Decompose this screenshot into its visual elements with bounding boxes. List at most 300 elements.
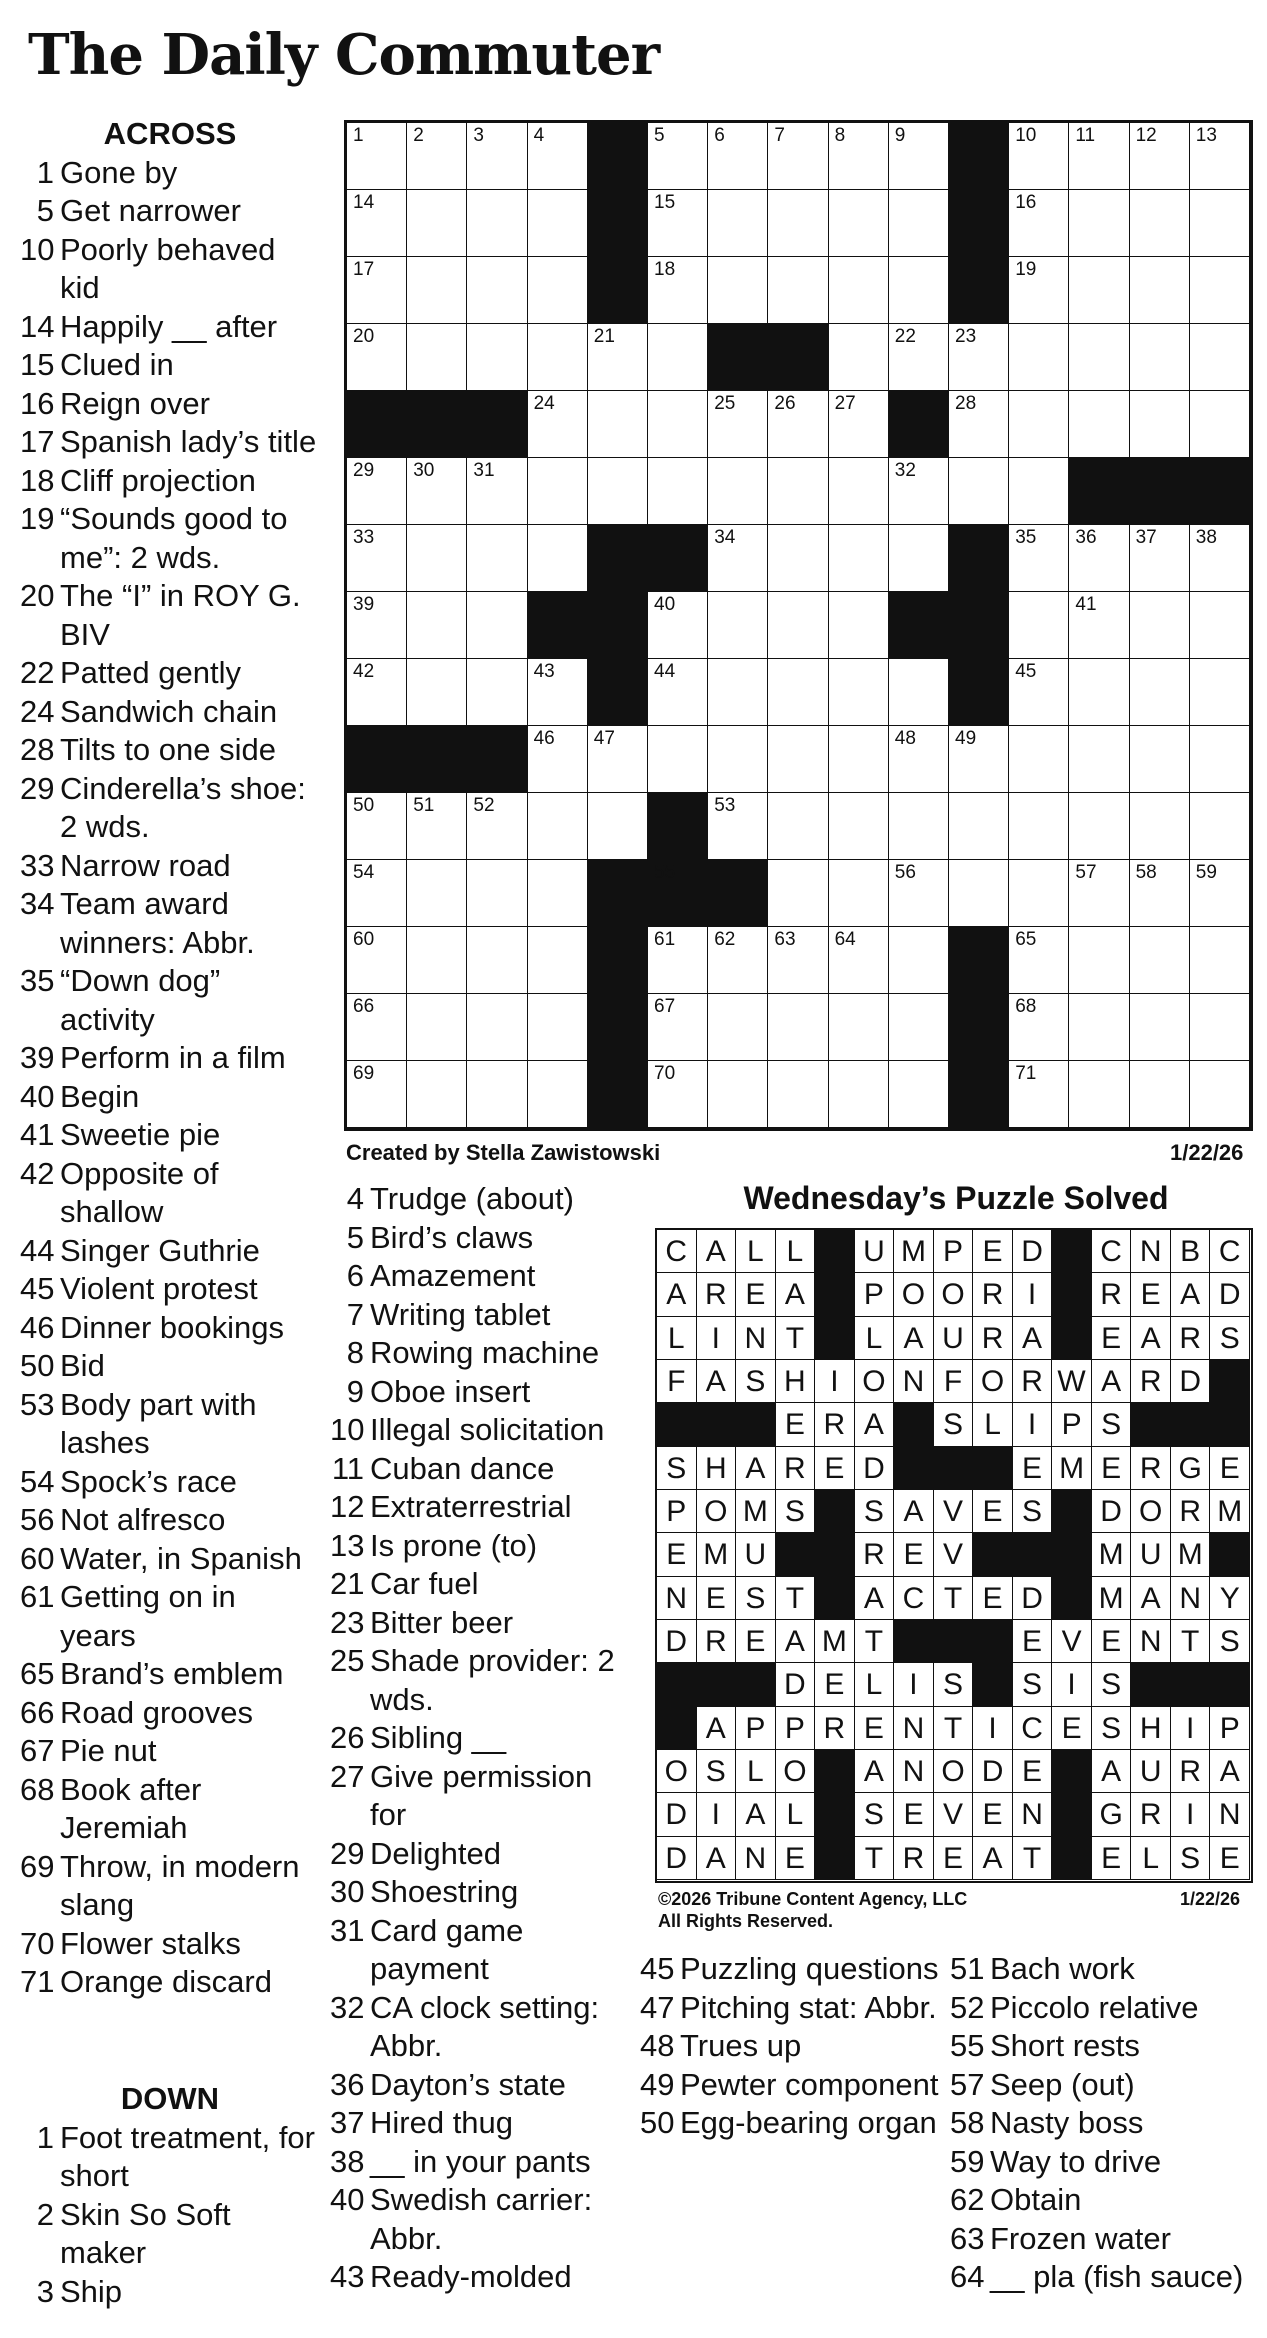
clue-item[interactable]: [330, 1411, 620, 1450]
grid-cell[interactable]: [1190, 123, 1250, 190]
clue-item[interactable]: [20, 1540, 320, 1579]
clue-item[interactable]: [950, 2066, 1255, 2105]
grid-cell[interactable]: [467, 525, 527, 592]
grid-cell[interactable]: [1069, 525, 1129, 592]
clue-item[interactable]: [640, 2104, 940, 2143]
clue-item[interactable]: [640, 1950, 940, 1989]
grid-cell[interactable]: [768, 1061, 828, 1128]
grid-cell[interactable]: [889, 190, 949, 257]
clue-item[interactable]: [950, 2027, 1255, 2066]
grid-cell[interactable]: [1009, 190, 1069, 257]
grid-cell[interactable]: [708, 726, 768, 793]
clue-item[interactable]: [330, 1989, 620, 2066]
grid-cell[interactable]: [528, 123, 588, 190]
grid-cell[interactable]: [1069, 793, 1129, 860]
clue-number: 50: [640, 2105, 675, 2140]
grid-cell[interactable]: [889, 927, 949, 994]
grid-cell[interactable]: [708, 391, 768, 458]
clue-item[interactable]: [640, 1989, 940, 2028]
clue-item[interactable]: [20, 308, 320, 347]
cell-number: 37: [1135, 527, 1157, 548]
grid-cell[interactable]: [407, 994, 467, 1061]
clue-item[interactable]: [330, 2066, 620, 2105]
grid-cell[interactable]: [768, 592, 828, 659]
clue-text: Frozen water: [990, 2220, 1171, 2256]
grid-cell[interactable]: [1130, 994, 1190, 1061]
clue-item[interactable]: [330, 1180, 620, 1219]
clue-item[interactable]: [330, 1527, 620, 1566]
grid-cell[interactable]: [829, 659, 889, 726]
clue-item[interactable]: [330, 1758, 620, 1835]
clue-item[interactable]: [20, 654, 320, 693]
grid-cell[interactable]: [467, 257, 527, 324]
black-square: [648, 793, 708, 860]
clue-item[interactable]: [330, 1835, 620, 1874]
clue-item[interactable]: [20, 1848, 320, 1925]
clue-item[interactable]: [950, 2220, 1255, 2259]
grid-cell[interactable]: [889, 860, 949, 927]
clue-item[interactable]: [330, 1257, 620, 1296]
grid-cell[interactable]: [829, 860, 889, 927]
grid-cell[interactable]: [1069, 659, 1129, 726]
grid-cell[interactable]: [467, 190, 527, 257]
grid-cell[interactable]: [528, 927, 588, 994]
clue-item[interactable]: [20, 1116, 320, 1155]
clue-item[interactable]: [20, 2273, 320, 2312]
clue-text: Poorly behaved kid: [60, 231, 276, 305]
clue-item[interactable]: [20, 1925, 320, 1964]
clue-item[interactable]: [330, 1450, 620, 1489]
grid-cell[interactable]: [1130, 726, 1190, 793]
grid-cell[interactable]: [588, 324, 648, 391]
grid-cell[interactable]: [347, 324, 407, 391]
grid-cell[interactable]: [347, 793, 407, 860]
grid-cell[interactable]: [949, 793, 1009, 860]
grid-cell[interactable]: [347, 525, 407, 592]
clue-item[interactable]: [20, 1463, 320, 1502]
grid-cell[interactable]: [467, 123, 527, 190]
grid-cell[interactable]: [708, 257, 768, 324]
grid-cell[interactable]: [1069, 927, 1129, 994]
grid-cell[interactable]: [768, 391, 828, 458]
down-heading: DOWN: [120, 2081, 220, 2116]
grid-cell[interactable]: [829, 1061, 889, 1128]
clue-item[interactable]: [20, 885, 320, 962]
clue-item[interactable]: [330, 2104, 620, 2143]
clue-item[interactable]: [20, 847, 320, 886]
cell-number: 65: [1015, 929, 1037, 950]
clue-item[interactable]: [20, 1309, 320, 1348]
clue-item[interactable]: [20, 346, 320, 385]
grid-cell[interactable]: [407, 123, 467, 190]
clue-item[interactable]: [20, 1078, 320, 1117]
solution-letter: M: [894, 1230, 934, 1273]
grid-cell[interactable]: [1130, 592, 1190, 659]
grid-cell[interactable]: [829, 458, 889, 525]
grid-cell[interactable]: [829, 726, 889, 793]
grid-cell[interactable]: [648, 927, 708, 994]
grid-cell[interactable]: [1069, 726, 1129, 793]
grid-cell[interactable]: [768, 659, 828, 726]
solution-letter: H: [697, 1447, 737, 1490]
grid-cell[interactable]: [648, 123, 708, 190]
grid-cell[interactable]: [648, 994, 708, 1061]
grid-cell[interactable]: [528, 1061, 588, 1128]
grid-cell[interactable]: [467, 927, 527, 994]
grid-cell[interactable]: [708, 190, 768, 257]
grid-cell[interactable]: [1009, 1061, 1069, 1128]
grid-cell[interactable]: [528, 391, 588, 458]
grid-cell[interactable]: [1190, 257, 1250, 324]
grid-cell[interactable]: [407, 1061, 467, 1128]
clue-item[interactable]: [20, 1270, 320, 1309]
grid-cell[interactable]: [1069, 860, 1129, 927]
grid-cell[interactable]: [829, 257, 889, 324]
grid-cell[interactable]: [1130, 257, 1190, 324]
grid-cell[interactable]: [949, 458, 1009, 525]
grid-cell[interactable]: [768, 123, 828, 190]
clue-item[interactable]: [330, 1488, 620, 1527]
clue-item[interactable]: [950, 1989, 1255, 2028]
grid-cell[interactable]: [407, 324, 467, 391]
grid-cell[interactable]: [347, 927, 407, 994]
grid-cell[interactable]: [1009, 860, 1069, 927]
cell-number: 17: [353, 259, 375, 280]
grid-cell[interactable]: [708, 793, 768, 860]
clue-item[interactable]: [20, 731, 320, 770]
clue-number: 9: [346, 1373, 364, 1409]
clue-item[interactable]: [20, 154, 320, 193]
grid-cell[interactable]: [528, 257, 588, 324]
grid-cell[interactable]: [407, 659, 467, 726]
grid-cell[interactable]: [1069, 592, 1129, 659]
grid-cell[interactable]: [949, 860, 1009, 927]
clue-item[interactable]: [20, 385, 320, 424]
clue-item[interactable]: [330, 2143, 620, 2182]
grid-cell[interactable]: [648, 391, 708, 458]
cell-number: 58: [1135, 862, 1157, 883]
clue-item[interactable]: [330, 1296, 620, 1335]
grid-cell[interactable]: [1130, 123, 1190, 190]
grid-cell[interactable]: [1009, 257, 1069, 324]
grid-cell[interactable]: [588, 391, 648, 458]
grid-cell[interactable]: [829, 592, 889, 659]
grid-cell[interactable]: [347, 860, 407, 927]
grid-cell[interactable]: [1190, 592, 1250, 659]
clue-item[interactable]: [20, 500, 320, 577]
grid-cell[interactable]: [467, 860, 527, 927]
clue-item[interactable]: [330, 1373, 620, 1412]
clue-item[interactable]: [20, 192, 320, 231]
solution-letter: P: [1210, 1707, 1250, 1750]
grid-cell[interactable]: [467, 994, 527, 1061]
grid-cell[interactable]: [528, 793, 588, 860]
grid-cell[interactable]: [347, 659, 407, 726]
grid-cell[interactable]: [407, 860, 467, 927]
grid-cell[interactable]: [889, 994, 949, 1061]
grid-cell[interactable]: [528, 659, 588, 726]
grid-cell[interactable]: [407, 592, 467, 659]
solution-letter: C: [1092, 1230, 1132, 1273]
grid-cell[interactable]: [829, 994, 889, 1061]
grid-cell[interactable]: [1130, 793, 1190, 860]
clue-text: CA clock setting: Abbr.: [370, 1989, 600, 2063]
grid-cell[interactable]: [1069, 391, 1129, 458]
grid-cell[interactable]: [1190, 525, 1250, 592]
grid-cell[interactable]: [648, 592, 708, 659]
grid-cell[interactable]: [347, 123, 407, 190]
grid-cell[interactable]: [528, 994, 588, 1061]
grid-cell[interactable]: [1130, 860, 1190, 927]
grid-cell[interactable]: [528, 458, 588, 525]
clue-item[interactable]: [20, 231, 320, 308]
clue-item[interactable]: [330, 1604, 620, 1643]
grid-cell[interactable]: [1009, 726, 1069, 793]
clue-number: 63: [950, 2220, 985, 2256]
grid-cell[interactable]: [1130, 525, 1190, 592]
grid-cell[interactable]: [889, 257, 949, 324]
clue-item[interactable]: [20, 1386, 320, 1463]
solution-letter: O: [973, 1360, 1013, 1403]
grid-cell[interactable]: [829, 123, 889, 190]
clue-item[interactable]: [330, 1334, 620, 1373]
grid-cell[interactable]: [1069, 123, 1129, 190]
clue-item[interactable]: [950, 2143, 1255, 2182]
grid-cell[interactable]: [648, 458, 708, 525]
clue-item[interactable]: [330, 1912, 620, 1989]
grid-cell[interactable]: [1069, 1061, 1129, 1128]
grid-cell[interactable]: [1130, 927, 1190, 994]
grid-cell[interactable]: [407, 525, 467, 592]
clue-item[interactable]: [20, 1347, 320, 1386]
grid-cell[interactable]: [829, 525, 889, 592]
grid-cell[interactable]: [528, 525, 588, 592]
grid-cell[interactable]: [1009, 592, 1069, 659]
grid-cell[interactable]: [1190, 190, 1250, 257]
solution-letter: F: [657, 1360, 697, 1403]
grid-cell[interactable]: [1069, 190, 1129, 257]
grid-cell[interactable]: [467, 659, 527, 726]
grid-cell[interactable]: [768, 860, 828, 927]
grid-cell[interactable]: [528, 190, 588, 257]
grid-cell[interactable]: [829, 190, 889, 257]
grid-cell[interactable]: [1130, 659, 1190, 726]
grid-cell[interactable]: [347, 1061, 407, 1128]
grid-cell[interactable]: [829, 391, 889, 458]
clue-item[interactable]: [20, 577, 320, 654]
clue-item[interactable]: [20, 1732, 320, 1771]
grid-cell[interactable]: [889, 324, 949, 391]
grid-cell[interactable]: [347, 458, 407, 525]
grid-cell[interactable]: [1009, 927, 1069, 994]
solution-letter: O: [934, 1750, 974, 1793]
grid-cell[interactable]: [407, 190, 467, 257]
clue-item[interactable]: [950, 2104, 1255, 2143]
clue-item[interactable]: [330, 1565, 620, 1604]
grid-cell[interactable]: [1190, 324, 1250, 391]
grid-cell[interactable]: [588, 726, 648, 793]
grid-cell[interactable]: [347, 592, 407, 659]
clue-item[interactable]: [330, 2258, 620, 2297]
clue-item[interactable]: [20, 693, 320, 732]
clue-item[interactable]: [950, 1950, 1255, 1989]
clue-item[interactable]: [20, 1501, 320, 1540]
clue-item[interactable]: [640, 2066, 940, 2105]
grid-cell[interactable]: [407, 927, 467, 994]
grid-cell[interactable]: [467, 592, 527, 659]
grid-cell[interactable]: [889, 525, 949, 592]
grid-cell[interactable]: [1009, 123, 1069, 190]
clue-item[interactable]: [330, 2181, 620, 2258]
clue-item[interactable]: [330, 1642, 620, 1719]
clue-item[interactable]: [20, 1771, 320, 1848]
grid-cell[interactable]: [1069, 324, 1129, 391]
grid-cell[interactable]: [708, 994, 768, 1061]
grid-cell[interactable]: [1190, 927, 1250, 994]
clue-item[interactable]: [330, 1219, 620, 1258]
grid-cell[interactable]: [708, 1061, 768, 1128]
grid-cell[interactable]: [768, 726, 828, 793]
solution-letter: I: [894, 1663, 934, 1706]
clue-item[interactable]: [20, 1155, 320, 1232]
grid-cell[interactable]: [889, 123, 949, 190]
grid-cell[interactable]: [708, 458, 768, 525]
clue-item[interactable]: [330, 1719, 620, 1758]
grid-cell[interactable]: [588, 793, 648, 860]
clue-item[interactable]: [20, 462, 320, 501]
solution-black-square: [657, 1663, 697, 1706]
grid-cell[interactable]: [1069, 257, 1129, 324]
clue-item[interactable]: [20, 1655, 320, 1694]
solution-letter: A: [697, 1837, 737, 1880]
grid-cell[interactable]: [528, 324, 588, 391]
solution-letter: S: [855, 1490, 895, 1533]
grid-cell[interactable]: [708, 592, 768, 659]
grid-cell[interactable]: [1009, 659, 1069, 726]
grid-cell[interactable]: [1190, 659, 1250, 726]
grid-cell[interactable]: [528, 726, 588, 793]
solution-letter: A: [697, 1230, 737, 1273]
solution-letter: I: [1013, 1273, 1053, 1316]
grid-cell[interactable]: [1009, 793, 1069, 860]
grid-cell[interactable]: [889, 659, 949, 726]
clue-item[interactable]: [20, 1963, 320, 2002]
grid-cell[interactable]: [829, 793, 889, 860]
grid-cell[interactable]: [889, 793, 949, 860]
grid-cell[interactable]: [1190, 391, 1250, 458]
grid-cell[interactable]: [829, 927, 889, 994]
grid-cell[interactable]: [1130, 190, 1190, 257]
grid-cell[interactable]: [1130, 324, 1190, 391]
crossword-grid[interactable]: [344, 120, 1253, 1131]
grid-cell[interactable]: [889, 1061, 949, 1128]
solution-letter: E: [815, 1447, 855, 1490]
grid-cell[interactable]: [768, 190, 828, 257]
grid-cell[interactable]: [648, 726, 708, 793]
grid-cell[interactable]: [768, 994, 828, 1061]
grid-cell[interactable]: [1130, 391, 1190, 458]
clue-item[interactable]: [20, 2196, 320, 2273]
clue-item[interactable]: [950, 2181, 1255, 2220]
grid-cell[interactable]: [347, 994, 407, 1061]
grid-cell[interactable]: [1190, 994, 1250, 1061]
clue-item[interactable]: [20, 1039, 320, 1078]
solution-letter: V: [934, 1793, 974, 1836]
grid-cell[interactable]: [588, 458, 648, 525]
clue-text: Clued in: [60, 347, 174, 382]
grid-cell[interactable]: [889, 726, 949, 793]
grid-cell[interactable]: [768, 257, 828, 324]
clue-item[interactable]: [640, 2027, 940, 2066]
grid-cell[interactable]: [1009, 994, 1069, 1061]
grid-cell[interactable]: [1190, 726, 1250, 793]
grid-cell[interactable]: [407, 458, 467, 525]
clue-item[interactable]: [20, 1578, 320, 1655]
cell-number: 47: [593, 728, 615, 749]
grid-cell[interactable]: [347, 257, 407, 324]
clue-item[interactable]: [20, 423, 320, 462]
clue-item[interactable]: [330, 1873, 620, 1912]
grid-cell[interactable]: [347, 190, 407, 257]
grid-cell[interactable]: [1009, 391, 1069, 458]
grid-cell[interactable]: [528, 860, 588, 927]
grid-cell[interactable]: [768, 525, 828, 592]
grid-cell[interactable]: [648, 1061, 708, 1128]
grid-cell[interactable]: [829, 324, 889, 391]
grid-cell[interactable]: [648, 324, 708, 391]
grid-cell[interactable]: [1009, 324, 1069, 391]
grid-cell[interactable]: [467, 1061, 527, 1128]
grid-cell[interactable]: [889, 458, 949, 525]
grid-cell[interactable]: [648, 659, 708, 726]
clue-item[interactable]: [20, 962, 320, 1039]
grid-cell[interactable]: [1009, 525, 1069, 592]
grid-cell[interactable]: [467, 793, 527, 860]
grid-cell[interactable]: [768, 927, 828, 994]
grid-cell[interactable]: [407, 793, 467, 860]
clue-item[interactable]: [950, 2258, 1255, 2297]
grid-cell[interactable]: [768, 458, 828, 525]
grid-cell[interactable]: [708, 659, 768, 726]
clue-item[interactable]: [20, 2119, 320, 2196]
grid-cell[interactable]: [949, 726, 1009, 793]
solution-letter: H: [776, 1360, 816, 1403]
grid-cell[interactable]: [1130, 1061, 1190, 1128]
grid-cell[interactable]: [407, 257, 467, 324]
grid-cell[interactable]: [1190, 860, 1250, 927]
grid-cell[interactable]: [1190, 1061, 1250, 1128]
grid-cell[interactable]: [949, 324, 1009, 391]
grid-cell[interactable]: [708, 123, 768, 190]
clue-item[interactable]: [20, 770, 320, 847]
grid-cell[interactable]: [1069, 994, 1129, 1061]
grid-cell[interactable]: [708, 927, 768, 994]
clue-item[interactable]: [20, 1694, 320, 1733]
solution-letter: M: [1210, 1490, 1250, 1533]
grid-cell[interactable]: [708, 525, 768, 592]
grid-cell[interactable]: [949, 391, 1009, 458]
grid-cell[interactable]: [467, 324, 527, 391]
grid-cell[interactable]: [648, 257, 708, 324]
grid-cell[interactable]: [1009, 458, 1069, 525]
clue-number: 65: [20, 1656, 55, 1691]
grid-cell[interactable]: [1190, 793, 1250, 860]
grid-cell[interactable]: [648, 190, 708, 257]
grid-cell[interactable]: [768, 793, 828, 860]
grid-cell[interactable]: [467, 458, 527, 525]
clue-item[interactable]: [20, 1232, 320, 1271]
black-square: [347, 726, 407, 793]
